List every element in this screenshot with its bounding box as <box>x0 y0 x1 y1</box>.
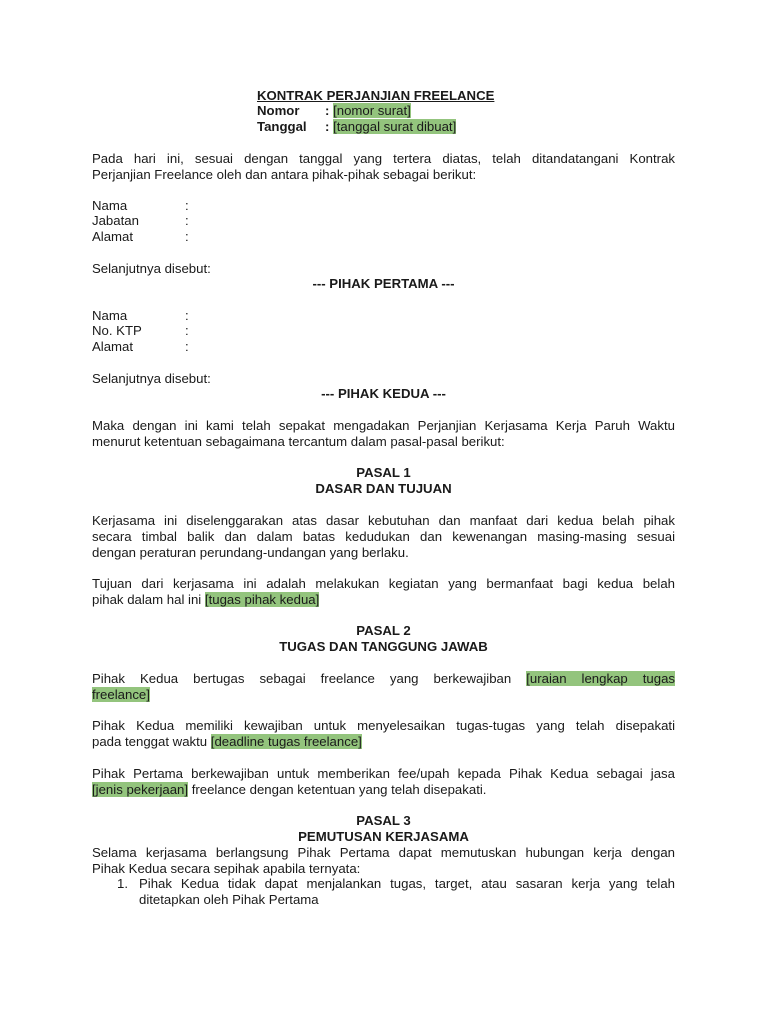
placeholder-jenis-pekerjaan: [jenis pekerjaan] <box>92 782 189 797</box>
placeholder-tugas-pihak-kedua: [tugas pihak kedua] <box>204 592 320 607</box>
party1-field-nama: Nama : <box>92 198 189 213</box>
pasal2-paragraph-3: Pihak Pertama berkewajiban untuk memberikan fee/upah kepada Pihak Kedua sebagai jasa [jenis pekerjaan] freelance dengan ketentuan yang telah disepakati. <box>92 766 675 797</box>
pasal3-title: PEMUTUSAN KERJASAMA <box>298 829 469 844</box>
nomor-row <box>257 103 411 119</box>
pasal3-number: PASAL 3 <box>356 813 411 828</box>
document-title: KONTRAK PERJANJIAN FREELANCE <box>257 88 495 103</box>
placeholder-uraian-tugas-cont: freelance] <box>92 687 150 702</box>
party2-field-ktp: No. KTP : <box>92 323 189 338</box>
party2-title: --- PIHAK KEDUA --- <box>321 386 446 401</box>
pasal3-paragraph-1: Selama kerjasama berlangsung Pihak Pertama dapat memutuskan hubungan kerja dengan Pihak Kedua secara sepihak apabila ternyata: <box>92 845 675 876</box>
tanggal-label: Tanggal <box>257 119 307 134</box>
tanggal-row <box>257 119 456 135</box>
party2-field-nama: Nama : <box>92 308 189 323</box>
pasal2-paragraph-1: Pihak Kedua bertugas sebagai freelance yang berkewajiban [uraian lengkap tugas freelance] <box>92 671 676 702</box>
placeholder-uraian-tugas: [uraian lengkap tugas <box>526 671 676 686</box>
intro-paragraph <box>92 151 675 183</box>
party1-title: --- PIHAK PERTAMA --- <box>312 276 455 291</box>
party1-field-jabatan: Jabatan : <box>92 213 189 228</box>
intro-line-1: Pada hari ini, sesuai dengan tanggal yang tertera diatas, telah ditandatangani Kontrak <box>92 151 675 166</box>
agreement-line-1: Maka dengan ini kami telah sepakat mengadakan Perjanjian Kerjasama Kerja Paruh Waktu <box>92 418 675 433</box>
party2-field-alamat: Alamat : <box>92 339 189 354</box>
pasal1-paragraph-1: Kerjasama ini diselenggarakan atas dasar kebutuhan dan manfaat dari kedua belah pihak secara timbal balik dan dalam batas kedudukan dan kewenangan masing-masing sesuai dengan peraturan perundang-undangan yang berlaku. <box>92 513 675 560</box>
pasal3-item-1-number: 1. <box>117 876 128 891</box>
party1-referred: Selanjutnya disebut: <box>92 261 211 276</box>
placeholder-deadline: [deadline tugas freelance] <box>210 734 362 749</box>
pasal2-title: TUGAS DAN TANGGUNG JAWAB <box>279 639 488 654</box>
party2-referred: Selanjutnya disebut: <box>92 371 211 386</box>
agreement-line-2: menurut ketentuan sebagaimana tercantum dalam pasal-pasal berikut: <box>92 434 505 449</box>
pasal1-title: DASAR DAN TUJUAN <box>315 481 452 496</box>
nomor-label: Nomor <box>257 103 300 118</box>
pasal2-paragraph-2: Pihak Kedua memiliki kewajiban untuk menyelesaikan tugas-tugas yang telah disepakati pada tenggat waktu [deadline tugas freelance] <box>92 718 675 749</box>
pasal2-number: PASAL 2 <box>356 623 411 638</box>
nomor-sep: : <box>325 103 330 118</box>
party1-field-alamat: Alamat : <box>92 229 189 244</box>
intro-line-2: Perjanjian Freelance oleh dan antara pihak-pihak sebagai berikut: <box>92 167 477 182</box>
agreement-paragraph <box>92 418 675 450</box>
nomor-value: [nomor surat] <box>333 103 411 118</box>
pasal1-number: PASAL 1 <box>356 465 411 480</box>
pasal1-paragraph-2: Tujuan dari kerjasama ini adalah melakukan kegiatan yang bermanfaat bagi kedua belah pihak dalam hal ini [tugas pihak kedua] <box>92 576 675 607</box>
pasal3-item-1: Pihak Kedua tidak dapat menjalankan tugas, target, atau sasaran kerja yang telah ditetapkan oleh Pihak Pertama <box>139 876 675 907</box>
tanggal-sep: : <box>325 119 330 134</box>
tanggal-value: [tanggal surat dibuat] <box>333 119 457 134</box>
